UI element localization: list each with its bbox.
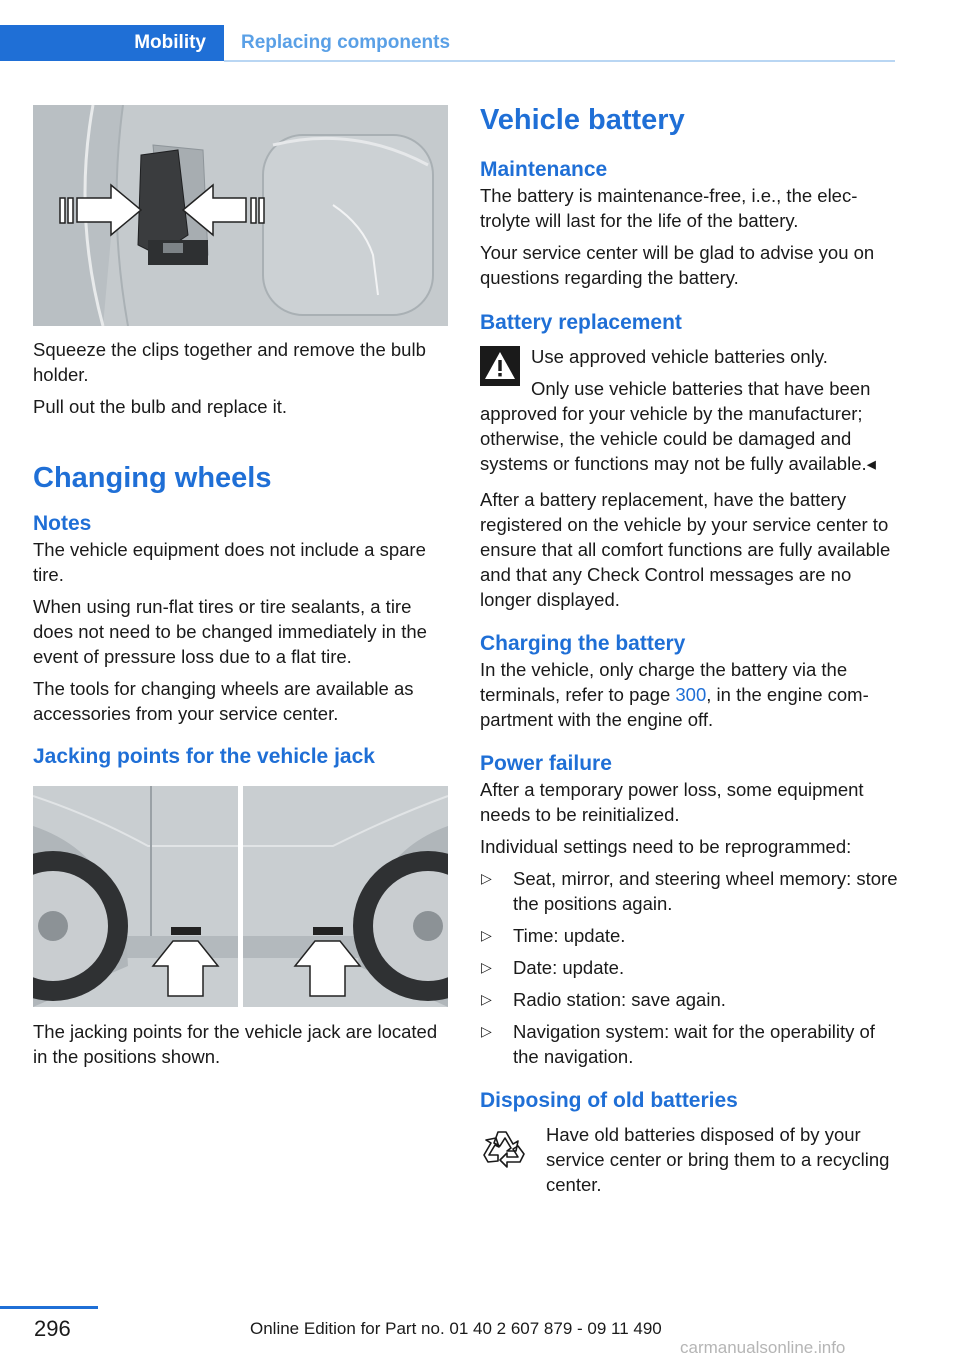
battery-warning-body: Only use vehicle batteries that have been approved for your vehicle by the manufacturer; otherwise, the vehicle could be damaged and systems or functions may not be fully available.◂ [480,378,876,474]
notes-paragraph-1: The vehicle equipment does not include a spare tire. [33,539,426,585]
jacking-points-heading: Jacking points for the vehicle jack [33,745,375,768]
list-item [480,1019,898,1069]
battery-replacement-paragraph: After a battery replacement, have the battery registered on the vehicle by your service center to ensure that all comfort functions are fully available and that any Check Control messages are no longer displayed. [480,489,891,610]
notes-heading: Notes [33,512,92,535]
jacking-points-figure [33,786,448,1007]
footer-rule [0,1306,98,1309]
power-failure-paragraph-1: After a temporary power loss, some equipment needs to be reinitialized. [480,779,864,825]
bulb-instruction-1: Squeeze the clips together and remove the bulb holder. [33,339,426,385]
right-column [480,100,898,1204]
disposal-note [480,1122,898,1197]
bullet-marker-icon: ▷ [481,927,492,943]
edition-note: Online Edition for Part no. 01 40 2 607 879 - 09 11 490 [250,1319,662,1338]
notes-paragraph-3: The tools for changing wheels are available as accessories from your service center. [33,678,414,724]
bullet-marker-icon: ▷ [481,991,492,1007]
reprogram-list [480,866,898,1069]
bulb-holder-illustration [33,105,448,326]
bulb-instruction-2: Pull out the bulb and replace it. [33,396,288,417]
battery-warning [480,344,898,476]
changing-wheels-heading: Changing wheels [33,462,272,494]
header-rule [224,60,895,62]
watermark: carmanualsonline.info [680,1338,846,1357]
left-column [33,105,448,1076]
battery-replacement-heading: Battery replacement [480,311,682,334]
list-item [480,866,898,916]
bullet-marker-icon: ▷ [481,959,492,975]
list-item [480,987,898,1012]
maintenance-paragraph-2: Your service center will be glad to advise you on questions regarding the battery. [480,242,875,288]
bullet-marker-icon: ▷ [481,1023,492,1039]
list-item-text: Date: update. [513,957,625,978]
page-number: 296 [34,1316,71,1341]
page-header [0,0,960,62]
power-failure-heading: Power failure [480,752,612,775]
power-failure-paragraph-2: Individual settings need to be reprogrammed: [480,836,852,857]
charging-battery-paragraph [480,657,898,732]
charging-text-a: In the vehicle, only charge the battery via the terminals, refer to page [480,659,848,705]
warning-icon [480,346,520,386]
bulb-holder-figure [33,105,448,326]
list-item-text: Navigation system: wait for the operability of the navigation. [513,1021,875,1067]
maintenance-heading: Maintenance [480,158,608,181]
vehicle-battery-heading: Vehicle battery [480,104,685,136]
recycling-icon [480,1124,532,1176]
section-tab: Mobility [0,25,224,61]
notes-paragraph-2: When using run-flat tires or tire sealants, a tire does not need to be changed immediately in the event of pressure loss due to a flat tire. [33,596,427,667]
bullet-marker-icon: ▷ [481,870,492,886]
battery-warning-lead: Use approved vehicle batteries only. [531,346,828,367]
list-item-text: Seat, mirror, and steering wheel memory: store the positions again. [513,868,898,914]
jacking-points-illustration [33,786,448,1007]
chapter-tab: Replacing components [241,32,451,53]
list-item-text: Time: update. [513,925,626,946]
list-item-text: Radio station: save again. [513,989,726,1010]
disposal-text: Have old batteries disposed of by your service center or bring them to a recycling center. [546,1124,890,1195]
list-item [480,955,898,980]
battery-warning-text [480,376,898,476]
charging-battery-heading: Charging the battery [480,632,686,655]
maintenance-paragraph-1: The battery is maintenance-free, i.e., the electrolyte will last for the life of the battery. [480,185,858,231]
jacking-points-caption: The jacking points for the vehicle jack are located in the positions shown. [33,1021,438,1067]
disposing-batteries-heading: Disposing of old batteries [480,1089,738,1112]
charging-text-b: , in the engine compartment with the engine off. [480,684,869,730]
page-reference-link[interactable]: 300 [675,684,707,705]
list-item [480,923,898,948]
